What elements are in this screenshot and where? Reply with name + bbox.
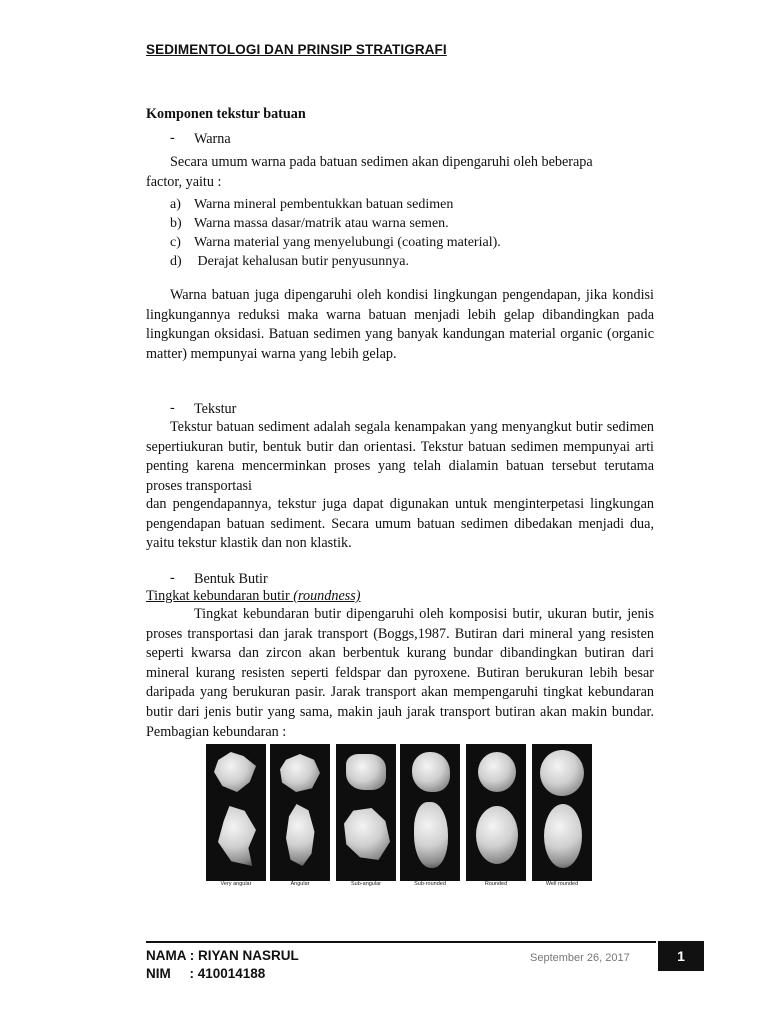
footer-author (146, 947, 299, 983)
figure-caption: Rounded (484, 881, 508, 887)
list-item (170, 233, 501, 253)
bentuk-dash: - (170, 570, 175, 586)
grain-image (478, 752, 516, 792)
well-rounded-panel (532, 744, 592, 881)
tekstur-paragraph-2: dan pengendapannya, tekstur juga dapat digunakan untuk menginterpetasi lingkungan pengendapan batuan sediment. Secara umum batuan sedimen dibedakan menjadi dua, yaitu tekstur klastik dan non klastik. (146, 496, 654, 552)
grain-image (476, 806, 518, 864)
grain-image (280, 754, 320, 792)
list-item-text: Warna material yang menyelubungi (coating material). (194, 235, 501, 250)
tekstur-paragraph-1: Tekstur batuan sediment adalah segala kenampakan yang menyangkut butir sedimen sepertiukuran butir, bentuk butir dan orientasi. Tekstur batuan sedimen mempunyai arti penting karena mencerminkan proses yang telah dialamin batuan tersebut terutama proses transportasi (146, 419, 654, 494)
sub-rounded-panel (400, 744, 460, 881)
section-heading: Komponen tekstur batuan (146, 106, 306, 122)
list-item-label: a) (170, 197, 181, 212)
tekstur-dash: - (170, 400, 175, 416)
grain-image (540, 750, 584, 796)
figure-caption: Sub-rounded (414, 881, 446, 887)
roundness-subheading-text: Tingkat kebundaran butir (146, 588, 294, 604)
figure-caption: Very angular (220, 881, 252, 887)
rounded-panel (466, 744, 526, 881)
warna-intro-line1: Secara umum warna pada batuan sedimen akan dipengaruhi oleh beberapa (170, 154, 593, 170)
footer-divider (146, 941, 656, 943)
list-item (170, 214, 449, 234)
tekstur-label: Tekstur (194, 401, 237, 417)
very-angular-panel (206, 744, 266, 881)
roundness-subheading-italic: (roundness) (293, 588, 361, 604)
document-header-title: SEDIMENTOLOGI DAN PRINSIP STRATIGRAFI (146, 42, 447, 57)
footer-date: September 26, 2017 (530, 952, 630, 964)
list-item (170, 195, 453, 215)
grain-image (344, 808, 390, 860)
roundness-figure (206, 744, 594, 892)
roundness-subheading (146, 587, 361, 607)
list-item-label: b) (170, 216, 182, 231)
figure-caption: Angular (290, 881, 310, 887)
figure-caption: Well rounded (545, 881, 579, 887)
sub-angular-panel (336, 744, 396, 881)
list-item (170, 252, 409, 272)
list-item-label: c) (170, 235, 181, 250)
grain-image (412, 752, 450, 792)
footer-nim: NIM : 410014188 (146, 966, 266, 981)
list-item-text: Derajat kehalusan butir penyusunnya. (194, 254, 409, 269)
grain-image (544, 804, 582, 868)
grain-image (218, 806, 256, 866)
warna-dash: - (170, 130, 175, 146)
grain-image (346, 754, 386, 790)
bentuk-label: Bentuk Butir (194, 571, 268, 587)
grain-image (214, 752, 256, 792)
list-item-label: d) (170, 254, 182, 269)
warna-paragraph: Warna batuan juga dipengaruhi oleh kondisi lingkungan pengendapan, jika kondisi lingkungannya reduksi maka warna batuan menjadi lebih gelap dibandingkan pada lingkungan oksidasi. Batuan sedimen yang banyak kandungan material organic (organic matter) mempunyai warna yang lebih gelap. (146, 287, 654, 362)
bentuk-paragraph: Tingkat kebundaran butir dipengaruhi oleh komposisi butir, ukuran butir, jenis proses transportasi dan jarak transport (Boggs,1987. Butiran dari mineral yang resisten seperti kwarsa dan zircon akan berbentuk kurang bundar dibandingkan butiran dari mineral kurang resisten seperti feldspar dan pyroxene. Butiran berukuran lebih besar daripada yang berukuran pasir. Jarak transport akan mempengaruhi tingkat kebundaran butir dari jenis butir yang sama, makin jauh jarak transport butiran akan makin bundar. Pembagian kebundaran : (146, 606, 654, 740)
grain-image (414, 802, 448, 868)
footer-name: NAMA : RIYAN NASRUL (146, 948, 299, 963)
angular-panel (270, 744, 330, 881)
warna-label: Warna (194, 131, 231, 147)
list-item-text: Warna massa dasar/matrik atau warna semen. (194, 216, 449, 231)
page-number: 1 (658, 941, 704, 971)
figure-caption: Sub-angular (351, 881, 381, 887)
list-item-text: Warna mineral pembentukkan batuan sedimen (194, 197, 454, 212)
grain-image (286, 804, 316, 866)
warna-intro-line2: factor, yaitu : (146, 174, 222, 190)
